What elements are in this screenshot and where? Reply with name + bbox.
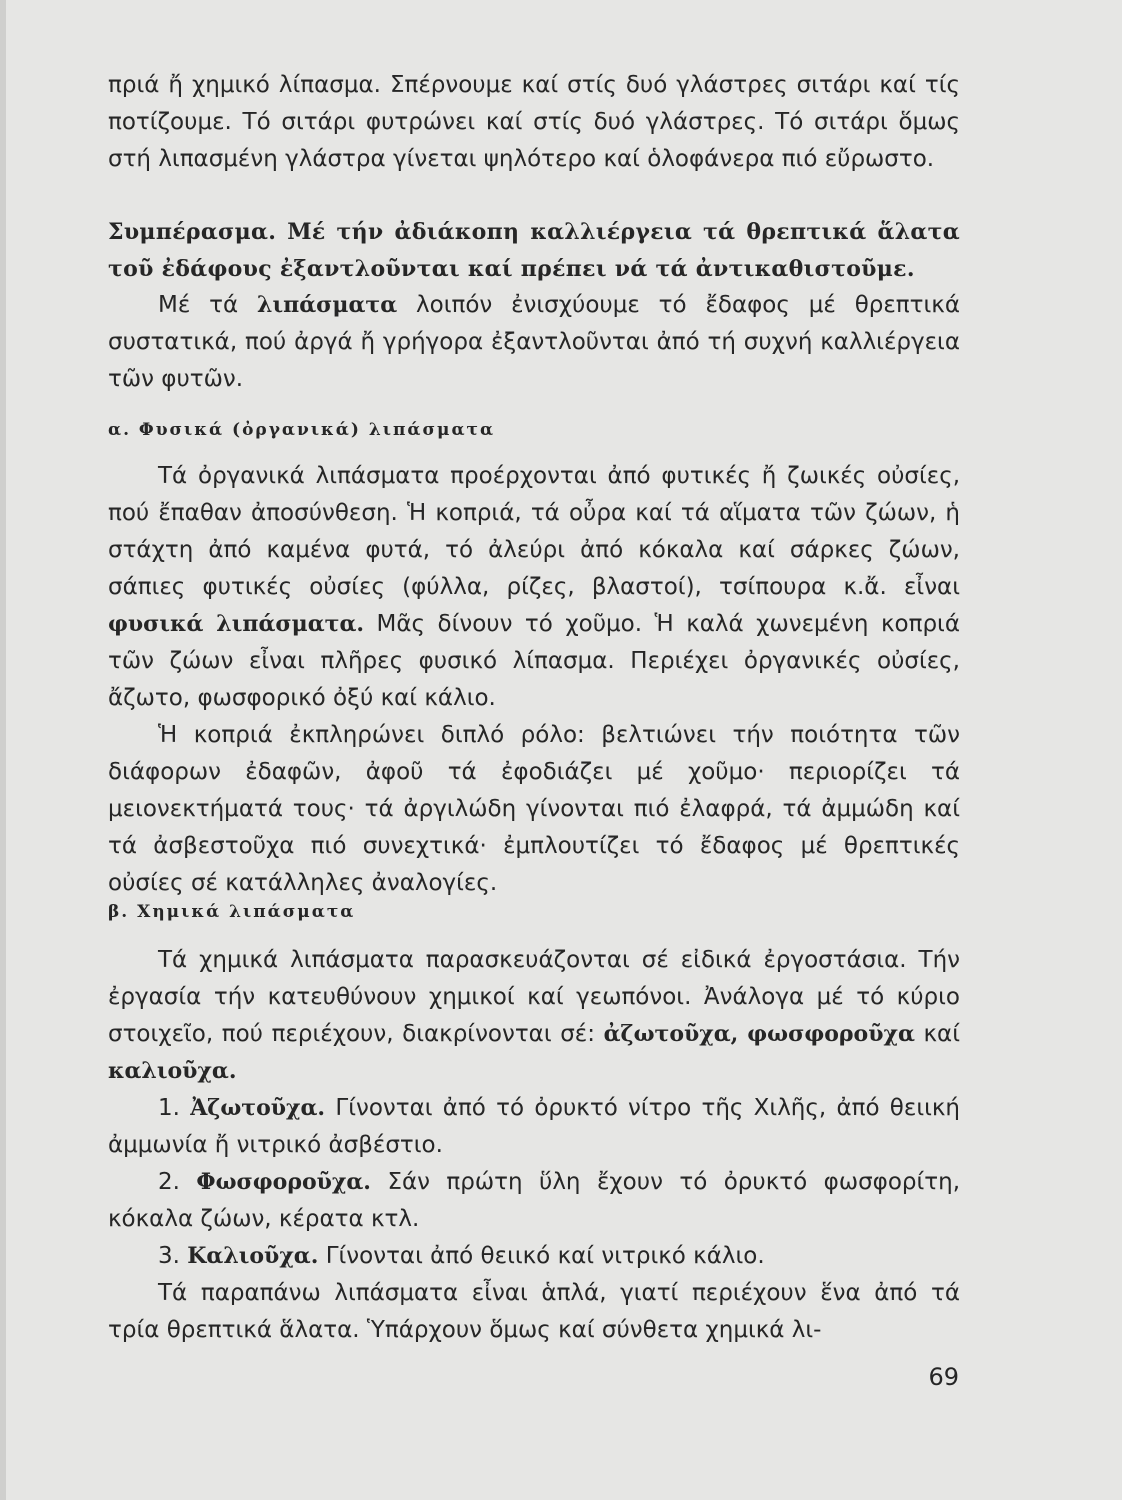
section-b-heading: β. Χημικά λιπάσματα: [108, 902, 356, 922]
fertilizers-intro-paragraph: [108, 287, 960, 398]
term-natural-fertilizers: φυσικά λιπάσματα.: [108, 611, 365, 637]
page-binding-edge: [0, 0, 6, 1500]
term-potassium: καλιοῦχα.: [108, 1058, 237, 1084]
section-a-heading: α. Φυσικά (ὀργανικά) λιπάσματα: [108, 420, 496, 440]
list-item: [108, 1164, 960, 1238]
item-text: Σάν πρώτη ὕλη ἔχουν τό ὀρυκτό φωσφορίτη, κόκαλα ζώων, κέρατα κτλ.: [108, 1169, 961, 1232]
item-text: Γίνονται ἀπό τό ὀρυκτό νίτρο τῆς Χιλῆς, ἀπό θειική ἀμμωνία ἤ νιτρικό ἀσβέστιο.: [108, 1095, 961, 1158]
section-a-paragraph-1: [108, 458, 960, 717]
item-term: Καλιοῦχα.: [187, 1243, 319, 1269]
term-nitrogen-phosphorus: ἀζωτοῦχα, φωσφοροῦχα: [603, 1021, 915, 1047]
item-number: 3.: [158, 1243, 180, 1269]
text-run: Τά ὀργανικά λιπάσματα προέρχονται ἀπό φυτικές ἤ ζωικές οὐσίες, πού ἔπαθαν ἀποσύνθεση. Ἡ κοπριά, τά οὖρα καί τά αἵματα τῶν ζώων, ἡ στάχτη ἀπό καμένα φυτά, τό ἀλεύρι ἀπό κόκαλα καί σάρκες ζώων, σάπιες φυτικές οὐσίες (φύλλα, ρίζες, βλαστοί), τσίπουρα κ.ἄ. εἶναι: [108, 463, 960, 600]
section-b-body: [108, 942, 960, 1349]
section-b-last-paragraph: Τά παραπάνω λιπάσματα εἶναι ἁπλά, γιατί περιέχουν ἕνα ἀπό τά τρία θρεπτικά ἅλατα. Ὑπάρχουν ὅμως καί σύνθετα χημικά λι-: [108, 1280, 960, 1343]
paragraph-text: πριά ἤ χημικό λίπασμα. Σπέρνουμε καί στίς δυό γλάστρες σιτάρι καί τίς ποτίζουμε. Τό σιτάρι φυτρώνει καί στίς δυό γλάστρες. Τό σιτάρι ὅμως στή λιπασμένη γλάστρα γίνεται ψηλότερο καί ὁλοφάνερα πιό εὔρωστο.: [108, 72, 960, 172]
term-fertilizers: λιπάσματα: [257, 292, 398, 318]
text-run: καί: [914, 1021, 960, 1047]
item-number: 2.: [158, 1169, 180, 1195]
text-run: Μέ τά: [158, 292, 258, 318]
conclusion-label: Συμπέρασμα.: [108, 219, 277, 245]
text-run: Μᾶς δίνουν τό χοῦμο. Ἡ καλά χωνεμένη κοπριά τῶν ζώων εἶναι πλῆρες φυσικό λίπασμα. Περιέχει ὀργανικές οὐσίες, ἄζωτο, φωσφορικό ὀξύ καί κάλιο.: [108, 611, 960, 711]
item-term: Ἀζωτοῦχα.: [190, 1095, 326, 1121]
conclusion-paragraph: [108, 214, 960, 288]
item-text: Γίνονται ἀπό θειικό καί νιτρικό κάλιο.: [325, 1243, 765, 1269]
section-b-paragraph-1: [108, 942, 960, 1090]
page-number: 69: [928, 1363, 959, 1391]
item-number: 1.: [158, 1095, 180, 1121]
list-item: [108, 1238, 960, 1275]
section-a-heading-wrap: [108, 418, 960, 442]
body-paragraph-1: [108, 67, 960, 178]
text-run: λοιπόν ἐνισχύουμε τό ἔδαφος μέ θρεπτικά συστατικά, πού ἀργά ἤ γρήγορα ἐξαντλοῦνται ἀπό τή συχνή καλλιέργεια τῶν φυτῶν.: [108, 292, 960, 392]
section-a-paragraph-2: Ἡ κοπριά ἐκπληρώνει διπλό ρόλο: βελτιώνει τήν ποιότητα τῶν διάφορων ἐδαφῶν, ἀφοῦ τά ἐφοδιάζει μέ χοῦμο· περιορίζει τά μειονεκτήματά τους· τά ἀργιλώδη γίνονται πιό ἐλαφρά, τά ἀμμώδη καί τά ἀσβεστοῦχα πιό συνεχτικά· ἐμπλουτίζει τό ἔδαφος μέ θρεπτικές οὐσίες σέ κατάλληλες ἀναλογίες.: [108, 722, 960, 896]
text-run: Τά χημικά λιπάσματα παρασκευάζονται σέ εἰδικά ἐργοστάσια. Τήν ἐργασία τήν κατευθύνουν χημικοί καί γεωπόνοι. Ἀνάλογα μέ τό κύριο στοιχεῖο, πού περιέχουν, διακρίνονται σέ:: [108, 947, 960, 1047]
list-item: [108, 1090, 960, 1164]
conclusion-text: Μέ τήν ἀδιάκοπη καλλιέργεια τά θρεπτικά ἅλατα τοῦ ἐδάφους ἐξαντλοῦνται καί πρέπει νά τά ἀντικαθιστοῦμε.: [108, 219, 960, 282]
section-b-heading-wrap: [108, 900, 960, 924]
section-a-body: [108, 458, 960, 902]
item-term: Φωσφοροῦχα.: [196, 1169, 371, 1195]
